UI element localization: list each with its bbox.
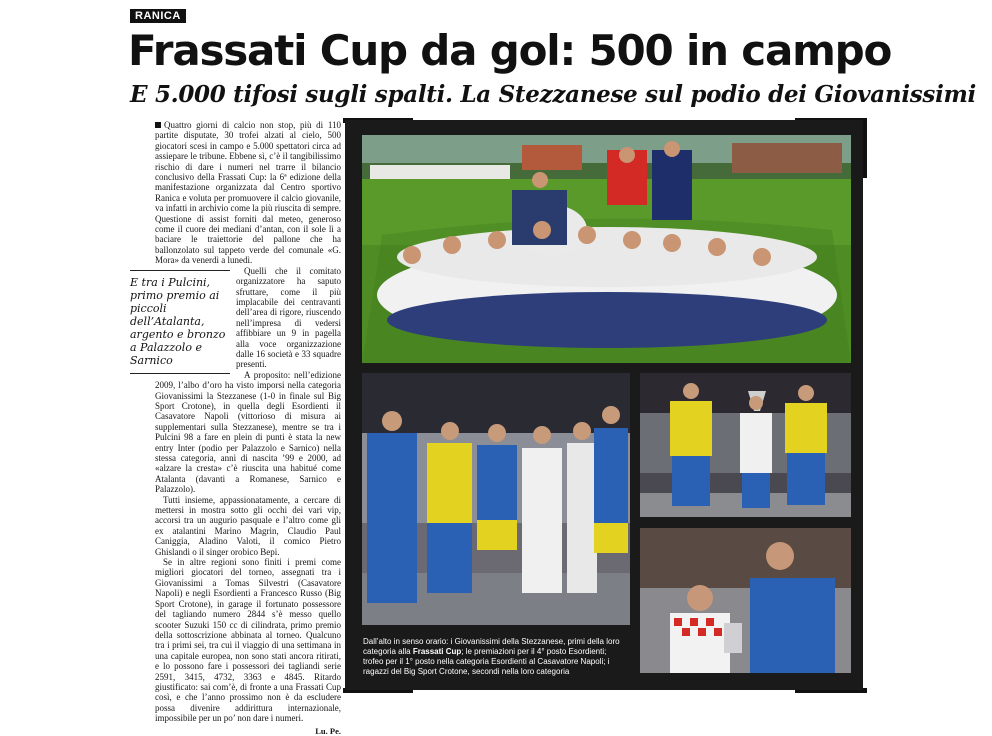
paragraph-2: Quelli che il comitato organizzatore ha saputo sfruttare, come il più implacabile dei centravanti dell’area di rigore, riuscendo nell’impresa di vedersi affibbiare un 9 in pagella alla voce organizzazione dalle 16 società e 33 squadre presenti. [236,265,341,370]
pullquote: E tra i Pulcini, primo premio ai piccoli dell’Atalanta, argento e bronzo a Palazzolo e Sarnico [130,270,230,374]
photo-esordienti-awards [362,373,630,625]
photo-big-sport-crotone [640,528,851,673]
photo-casavatore-trophy [640,373,851,517]
paragraph-1-text: Quattro giorni di calcio non stop, più di 110 partite disputate, 30 trofei alzati al cielo, 500 giocatori scesi in campo e 5.000 spettatori circa ad assiepare le tribune. Ebbene sì, c’è il tangibilissimo rischio di dare i numeri nel trarre il bilancio conclusivo della Frassati Cup: la 6ª edizione della manifestazione organizzata dal Centro sportivo Ranica e voluta per promuovere il calcio giovanile, va infatti in archivio come la più riuscita di sempre. Questione di assist forniti dal meteo, generoso come il cuore dei mediani d’antan, con il sole lì a baciare le traiettorie del pallone che ha ballonzolato sul tappeto verde del comunale «G. Mora» da venerdì a lunedì. [155,120,341,266]
subheadline: E 5.000 tifosi sugli spalti. La Stezzanese sul podio dei Giovanissimi [130,81,976,108]
paragraph-3: A proposito: nell’edizione 2009, l’albo d’oro ha visto imporsi nella categoria Giovanissimi la Stezzanese (1-0 in finale sul Big Sport Crotone), in quella degli Esordienti il Casavatore Napoli (vittorioso di misura ai supplementari sulla Stezzanese), mentre se tra i Pulcini 98 a fare en plein di punti è stata la new entry Inter (podio per Palazzolo e Sarnico) nella stessa categoria, anni di nascita ’99 e 2000, ad «alzare la cresta» c’è riuscita una habitué come Atalanta (davanti a Romanese, Sarnico e Palazzolo). [155,369,341,495]
paragraph-4: Tutti insieme, appassionatamente, a cercare di mettersi in mostra sotto gli occhi dei vari vip, accorsi tra un augurio pasquale e l’altro come gli ex atalantini Marino Magrin, Claudio Paul Caniggia, Aladino Valoti, il comico Pietro Ghislandi o il singer orobico Bepi. [155,494,341,557]
paragraph-1 [155,120,341,266]
paragraph-start-square [155,122,161,128]
headline: Frassati Cup da gol: 500 in campo [128,26,892,75]
photo-caption [363,637,623,677]
paragraph-5: Se in altre regioni sono finiti i premi come migliori giocatori del torneo, assegnati tra i Giovanissimi a Tomas Silvestri (Casavatore Napoli) e negli Esordienti a Francesco Russo (Big Sport Crotone), in garage il fortunato possessore del tagliando numero 2844 s’è messo quello scooter Suzuki 150 cc di cilindrata, primo premio della sottoscrizione abbinata al torneo. Qualcuno tra i primi sei, tra cui il viaggio di una settimana in una capitale europea, non sono stati ancora ritirati, e lo possono fare i possessori dei tagliandi serie 2591, 3415, 4732, 3363 e 4845. Ritardo giustificato: sai com’è, di fronte a una Frassati Cup così, e che l’anno prossimo non è da escludere possa divenire addirittura internazionale, impossibile per un po’ non dare i numeri. [155,557,341,724]
author-signature: Lu. Pe. [315,725,341,736]
caption-text-part: Frassati Cup [412,647,462,656]
caption-text-part: ; le premiazioni per il 4° posto Esordienti; trofeo per il 1° posto nella categoria Esordienti al Casavatore Napoli; i ragazzi del Big Sport Crotone, secondi nella loro categoria [363,647,610,676]
article-body [130,120,341,736]
photo-team-stezzanese [362,135,851,363]
caption-text-part: Dall’alto in senso orario: i Giovanissimi della Stezzanese, primi della loro categoria alla [363,637,620,656]
section-tag: RANICA [130,9,186,23]
